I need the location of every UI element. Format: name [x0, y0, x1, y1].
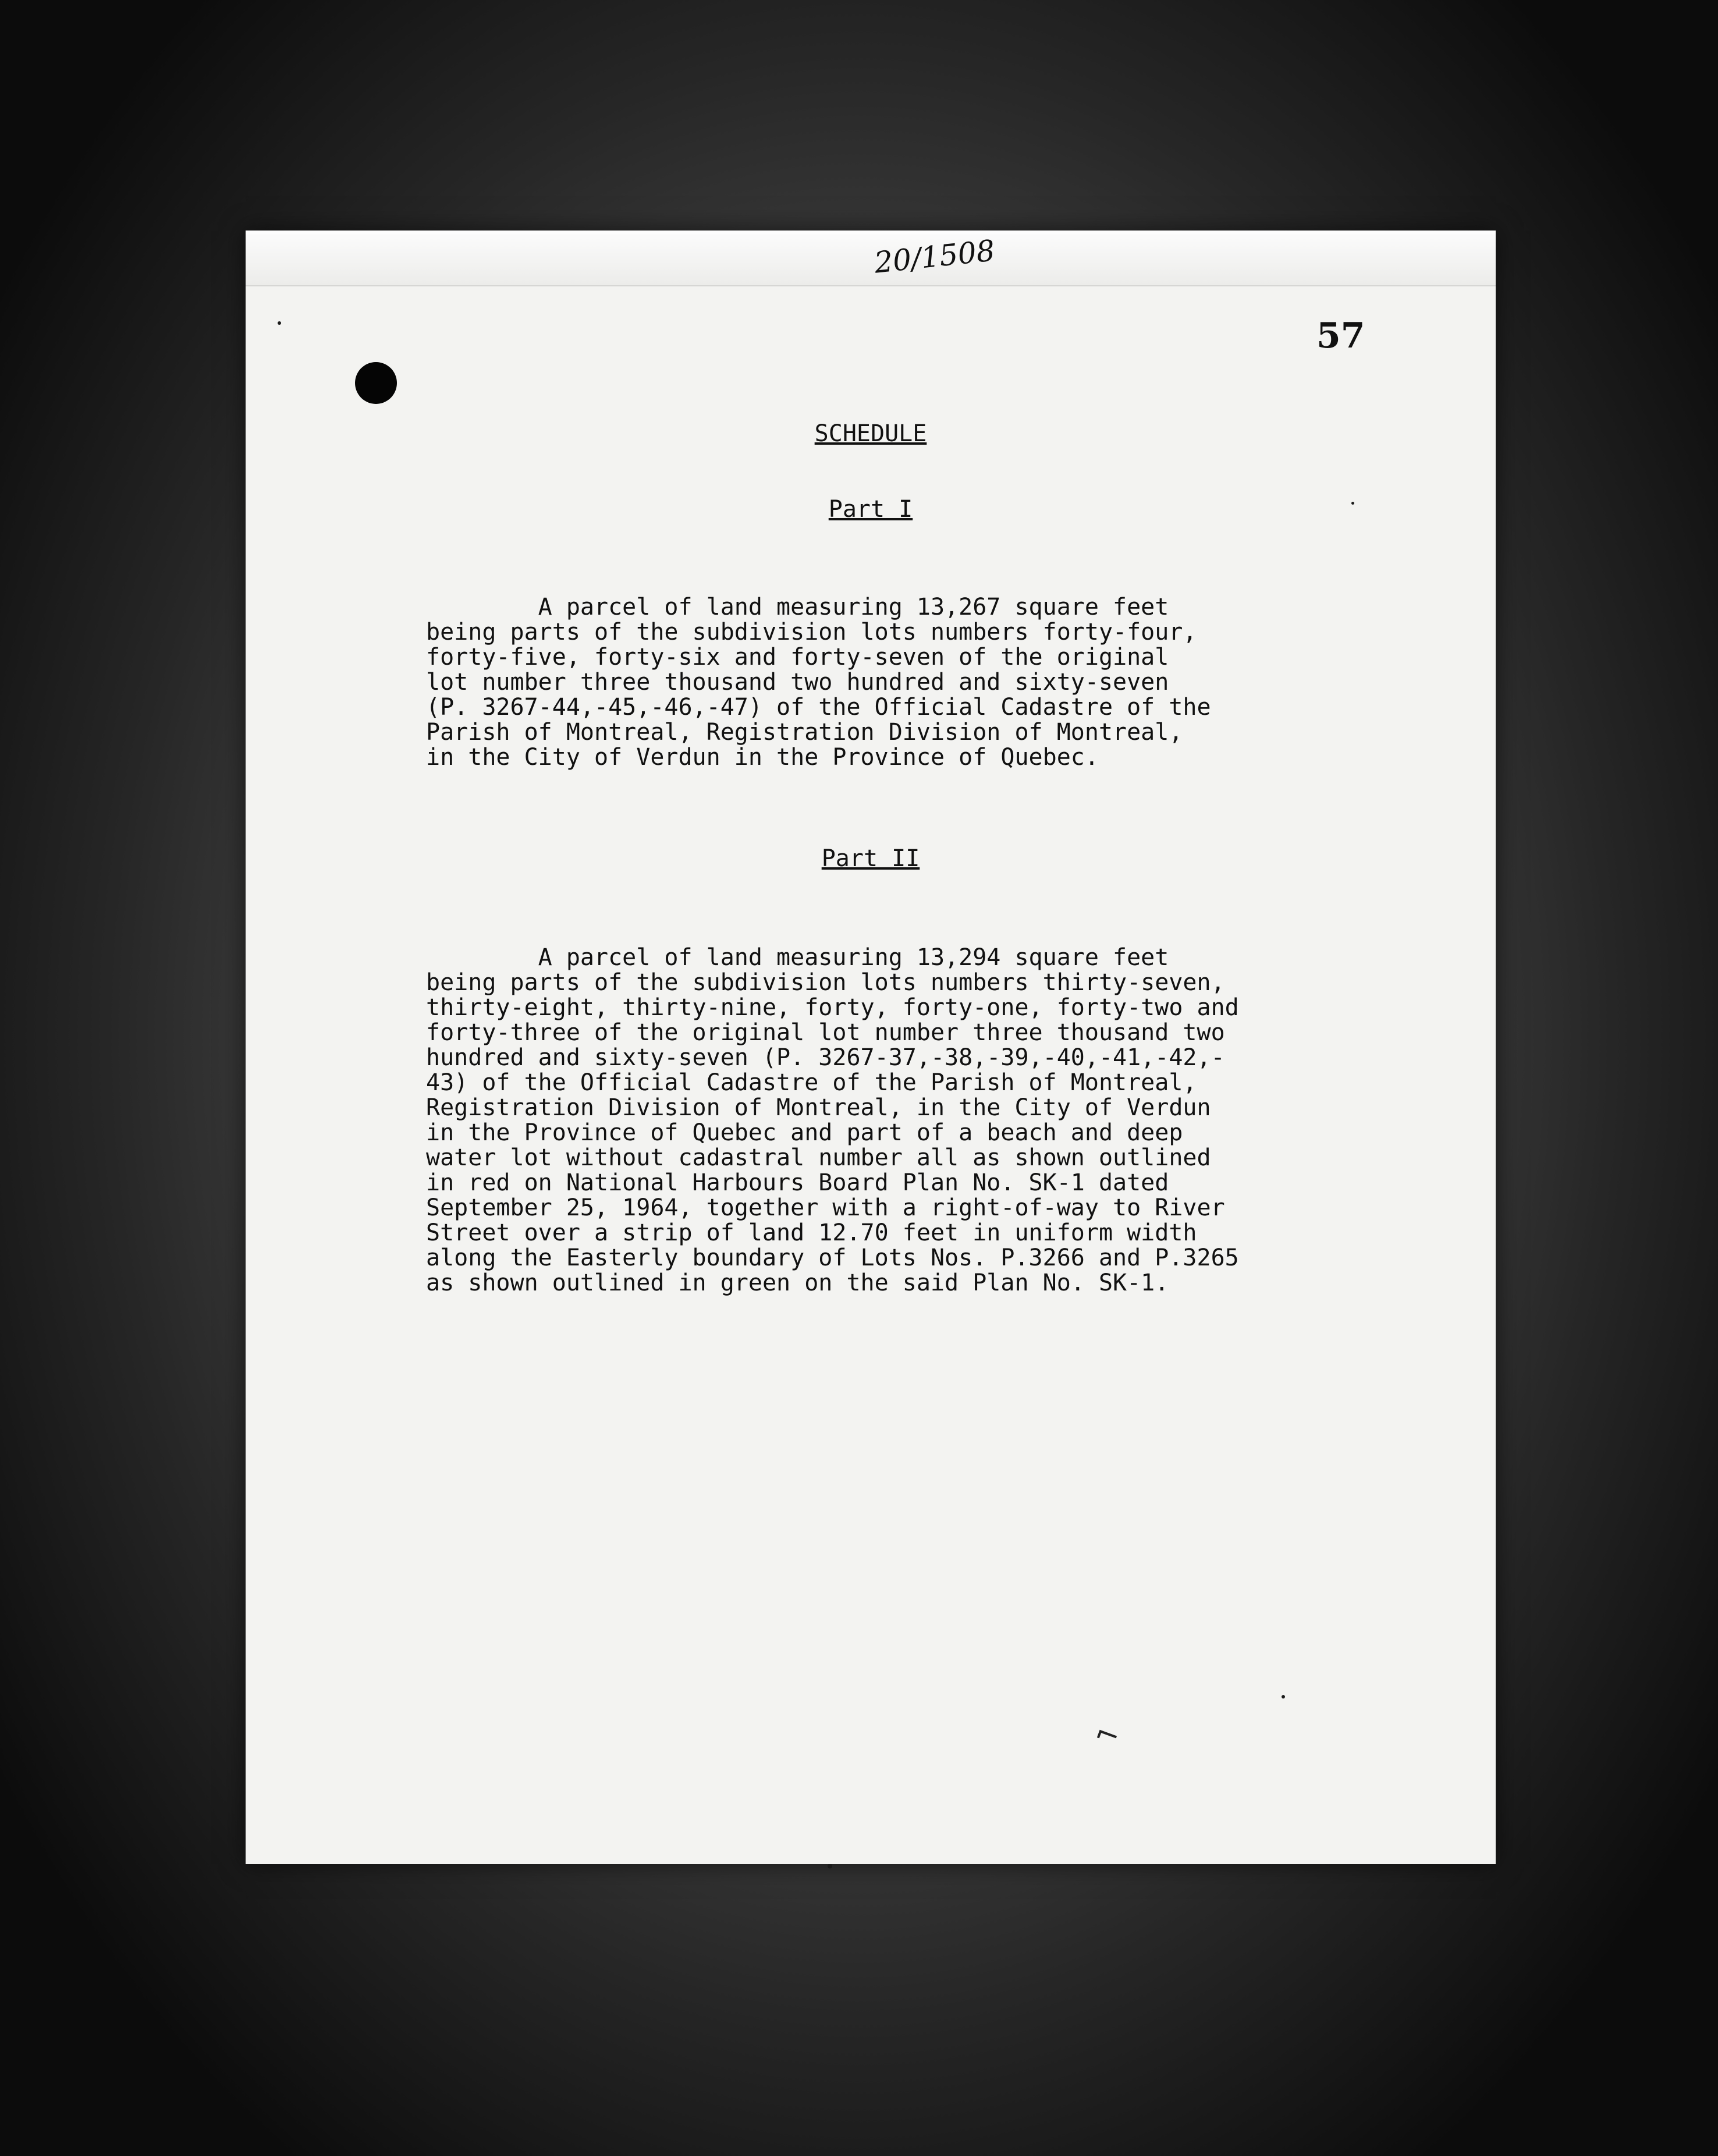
text-line: thirty-eight, thirty-nine, forty, forty-one, forty-two and: [426, 994, 1239, 1021]
text-line: Parish of Montreal, Registration Division of Montreal,: [426, 719, 1183, 746]
text-line: forty-five, forty-six and forty-seven of the original: [426, 644, 1169, 671]
pencil-tick-mark: ⌐: [1090, 1715, 1125, 1756]
speck: [278, 321, 281, 325]
part-2-heading: Part II: [821, 845, 920, 872]
text-line: hundred and sixty-seven (P. 3267-37,-38,-39,-40,-41,-42,-: [426, 1044, 1225, 1071]
text-line: A parcel of land measuring 13,294 square feet: [426, 944, 1169, 971]
text-line: September 25, 1964, together with a right-of-way to River: [426, 1194, 1225, 1221]
part-1-heading: Part I: [828, 496, 913, 523]
text-line: being parts of the subdivision lots numbers forty-four,: [426, 619, 1197, 646]
text-line: being parts of the subdivision lots numbers thirty-seven,: [426, 969, 1225, 996]
speck: [1351, 502, 1354, 505]
handwritten-file-reference: 20/1508: [872, 233, 997, 280]
page-number: 57: [1316, 315, 1365, 356]
part-2-paragraph: [426, 945, 1334, 1296]
page-top-fold: [246, 234, 1496, 286]
schedule-title: SCHEDULE: [814, 420, 927, 447]
text-line: in red on National Harbours Board Plan No. SK-1 dated: [426, 1169, 1169, 1196]
text-line: along the Easterly boundary of Lots Nos. P.3266 and P.3265: [426, 1244, 1239, 1271]
text-line: lot number three thousand two hundred and sixty-seven: [426, 669, 1169, 696]
text-line: Street over a strip of land 12.70 feet in uniform width: [426, 1219, 1197, 1246]
text-line: forty-three of the original lot number three thousand two: [426, 1019, 1225, 1046]
part-1-paragraph: [426, 595, 1334, 770]
text-line: in the City of Verdun in the Province of Quebec.: [426, 744, 1099, 771]
text-line: Registration Division of Montreal, in the City of Verdun: [426, 1094, 1211, 1121]
binder-hole: [355, 362, 397, 404]
text-line: 43) of the Official Cadastre of the Parish of Montreal,: [426, 1069, 1197, 1096]
text-line: water lot without cadastral number all as shown outlined: [426, 1144, 1211, 1171]
document-page: [246, 231, 1496, 1864]
text-line: as shown outlined in green on the said Plan No. SK-1.: [426, 1270, 1169, 1296]
speck: [1282, 1695, 1285, 1698]
speck: [828, 1864, 832, 1868]
text-line: (P. 3267-44,-45,-46,-47) of the Official Cadastre of the: [426, 694, 1211, 721]
text-line: A parcel of land measuring 13,267 square feet: [426, 594, 1169, 620]
text-line: in the Province of Quebec and part of a beach and deep: [426, 1119, 1183, 1146]
